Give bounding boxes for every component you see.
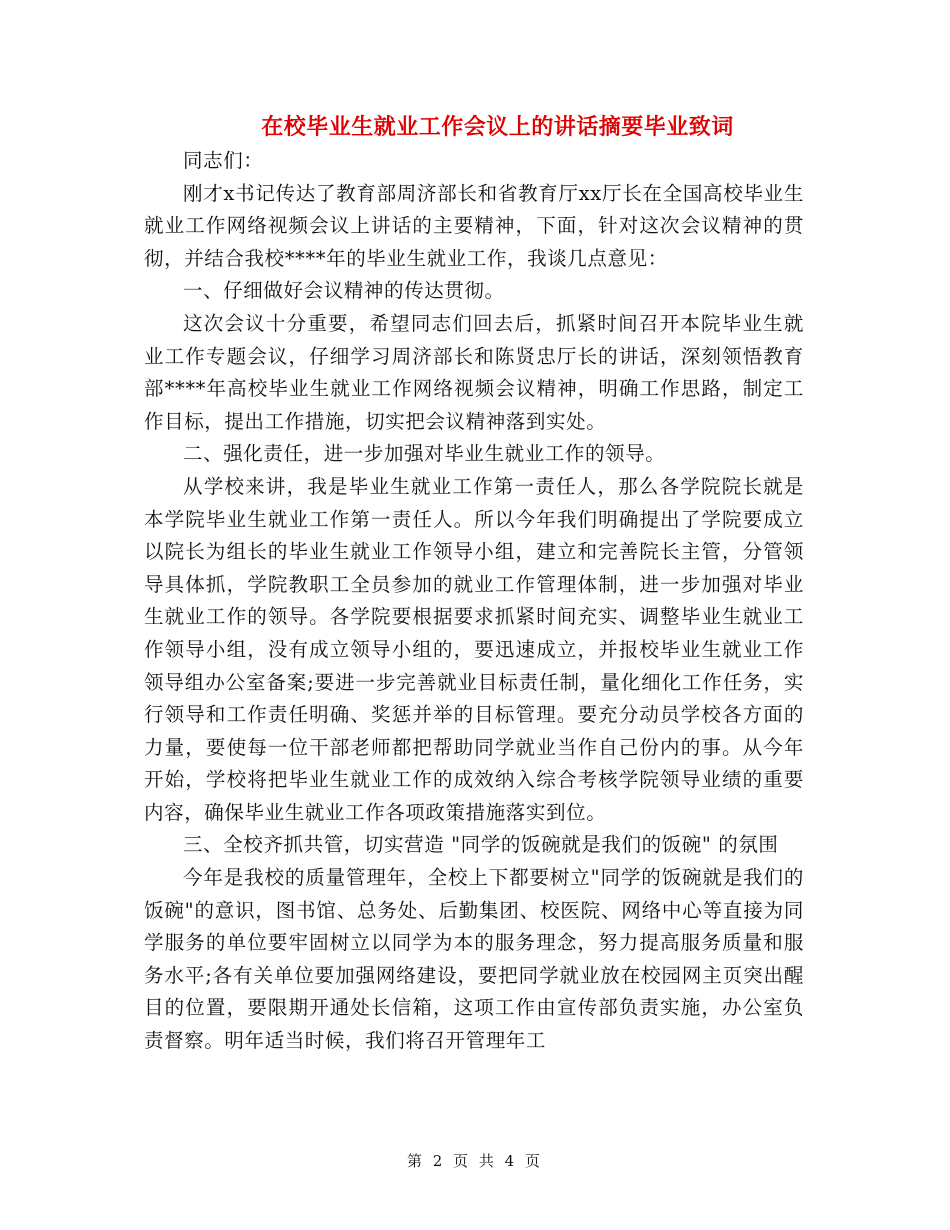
document-body (144, 145, 804, 1058)
section-heading-2: 二、强化责任，进一步加强对毕业生就业工作的领导。 (183, 442, 666, 466)
paragraph-section-2: 从学校来讲，我是毕业生就业工作第一责任人，那么各学院院长就是本学院毕业生就业工作第一责任人。所以今年我们明确提出了学院要成立以院长为组长的毕业生就业工作领导小组，建立和完善院长主管，分管领导具体抓，学院教职工全员参加的就业工作管理体制，进一步加强对毕业生就业工作的领导。各学院要根据要求抓紧时间充实、调整毕业生就业工作领导小组，没有成立领导小组的，要迅速成立，并报校毕业生就业工作领导组办公室备案;要进一步完善就业目标责任制，量化细化工作任务，实行领导和工作责任明确、奖惩并举的目标管理。要充分动员学校各方面的力量，要使每一位干部老师都把帮助同学就业当作自己份内的事。从今年开始，学校将把毕业生就业工作的成效纳入综合考核学院领导业绩的重要内容，确保毕业生就业工作各项政策措施落实到位。 (144, 474, 804, 824)
section-heading-1: 一、仔细做好会议精神的传达贯彻。 (183, 279, 505, 303)
paragraph-section-1: 这次会议十分重要，希望同志们回去后，抓紧时间召开本院毕业生就业工作专题会议，仔细学习周济部长和陈贤忠厅长的讲话，深刻领悟教育部****年高校毕业生就业工作网络视频会议精神，明确工作思路，制定工作目标，提出工作措施，切实把会议精神落到实处。 (144, 311, 804, 433)
salutation: 同志们： (183, 149, 264, 172)
paragraph-section-3: 今年是我校的质量管理年，全校上下都要树立"同学的饭碗就是我们的饭碗"的意识，图书馆、总务处、后勤集团、校医院、网络中心等直接为同学服务的单位要牢固树立以同学为本的服务理念，努力提高服务质量和服务水平;各有关单位要加强网络建设，要把同学就业放在校园网主页突出醒目的位置，要限期开通处长信箱，这项工作由宣传部负责实施，办公室负责督察。明年适当时候，我们将召开管理年工 (144, 866, 804, 1053)
section-heading-3: 三、全校齐抓共管，切实营造 "同学的饭碗就是我们的饭碗" 的氛围 (183, 833, 779, 857)
page-footer: 第 2 页 共 4 页 (407, 1152, 543, 1170)
document-title: 在校毕业生就业工作会议上的讲话摘要毕业致词 (261, 114, 734, 140)
paragraph-intro: 刚才x书记传达了教育部周济部长和省教育厅xx厅长在全国高校毕业生就业工作网络视频会议上讲话的主要精神，下面，针对这次会议精神的贯彻，并结合我校****年的毕业生就业工作，我谈几点意见： (144, 181, 804, 270)
